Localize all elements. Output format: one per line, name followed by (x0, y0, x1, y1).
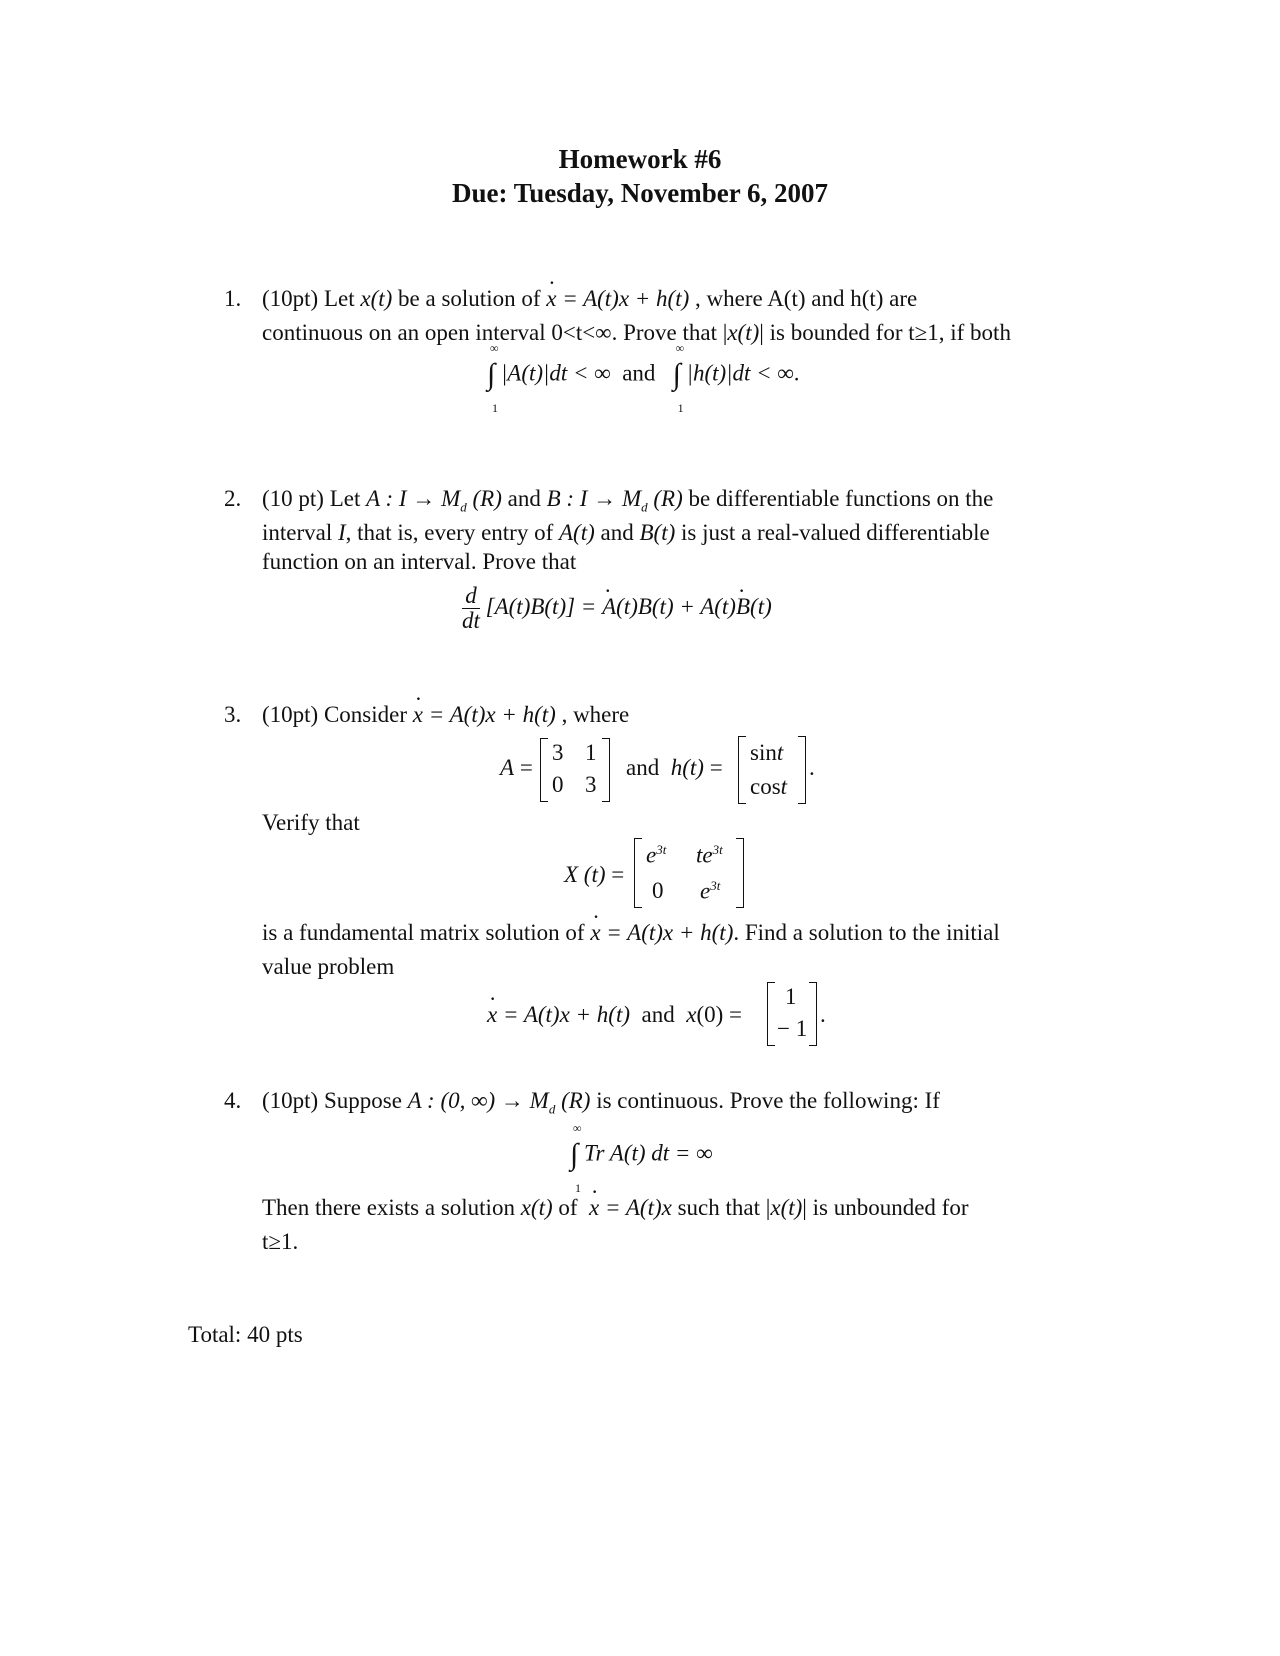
page-title: Homework #6 (558, 144, 722, 174)
problem-4-number: 4. (224, 1088, 242, 1113)
problem-2-number: 2. (224, 486, 242, 511)
problem-4-line-2: Then there exists a solution x(t) of · x = A(t)x such that |x(t)| is unbounded for (262, 1195, 969, 1221)
problem-1-line-1: (10pt) Let x(t) be a solution of · x = A(t)x + h(t) , where A(t) and h(t) are (262, 286, 917, 312)
problem-4-line-1: (10pt) Suppose A : (0, ∞) → $M_d$ (R) is continuous. Prove the following: If (262, 1088, 940, 1117)
problem-2-line-2: interval I, that is, every entry of A(t) and B(t) is just a real-valued differentiable (262, 520, 990, 545)
problem-2-line-3: function on an interval. Prove that (262, 549, 577, 574)
fundamental-matrix: $e^{3t}$ $te^{3t}$ 0 $e^{3t}$ (634, 838, 744, 908)
trace-integral: ∫ ∞ 1 Tr A(t) dt = ∞ (570, 1121, 713, 1195)
matrix-h-label: and h(t) = (626, 755, 723, 780)
verify-text: Verify that (262, 810, 360, 835)
problem-4-line-3: t≥1. (262, 1229, 299, 1254)
problem-3-line-3: is a fundamental matrix solution of · x = A(t)x + h(t). Find a solution to the initial (262, 920, 1000, 946)
homework-page: Homework #6 Due: Tuesday, November 6, 2007 1. (10pt) Let x(t) be a solution of · x = A(t)x + h(t) , where A(t) and h(t) are continuous on an open interval 0<t<∞. Prove that |x(t)| is bounded for t≥1, if both ∫ ∞ 1 |A(t)|dt < ∞ and ∫ ∞ 1 |h(t)|dt < ∞. 2. (10 pt) Let A : $I \to M_d$ (R) and B : $I \to M_d$ (R) be differentiable functions on the interval I, that is, every entry of A(t) and B(t) is just a real-valued differentiable function on an interval. Prove that $\frac{d}{dt}$ [A(t)B(t)] = · A(t)B(t) + A(t)· B(t) 3. (10pt) Consider · x = A(t)x + h(t) , where A = 3 1 0 3 and h(t) = sint cost . Verify that X (t) = $e^{3t}$ $te^{3t}$ 0 $e^{3t}$ is a fundamental matrix solution of · x = A(t)x + h(t). Find a solution to the initial value problem · x = A(t)x + h(t) and x(0) = 1 − 1 . 4. (10pt) Suppose A : (0, ∞) → $M_d$ (R) is continuous. Prove the following: If ∫ ∞ 1 Tr A(t) dt = ∞ Then there exists a solution x(t) of · x = A(t)x such that |x(t)| is unbounded for t≥1. Total: 40 pts (0, 0, 1280, 1656)
problem-1-number: 1. (224, 286, 242, 311)
initial-vector: 1 − 1 (767, 982, 817, 1046)
problem-2-product-rule: $\frac{d}{dt}$ [A(t)B(t)] = · A(t)B(t) + A(t)· B(t) (462, 584, 772, 633)
matrix-a-label: A = (500, 755, 533, 780)
matrix-a: 3 1 0 3 (540, 738, 610, 802)
matrix-x-label: X (t) = (564, 862, 625, 887)
problem-3-number: 3. (224, 702, 242, 727)
total-points: Total: 40 pts (188, 1322, 303, 1347)
due-date: Due: Tuesday, November 6, 2007 (451, 178, 829, 208)
ivp-equation: · x = A(t)x + h(t) and x(0) = (487, 1002, 742, 1028)
problem-1-line-2: continuous on an open interval 0<t<∞. Prove that |x(t)| is bounded for t≥1, if both (262, 320, 1011, 345)
problem-3-line-1: (10pt) Consider · x = A(t)x + h(t) , where (262, 702, 629, 728)
problem-2-line-1: (10 pt) Let A : $I \to M_d$ (R) and B : $I \to M_d$ (R) be differentiable functions on the (262, 486, 994, 515)
matrix-h: sint cost (738, 736, 806, 804)
problem-3-line-4: value problem (262, 954, 395, 979)
problem-1-integrals: ∫ ∞ 1 |A(t)|dt < ∞ and ∫ ∞ 1 |h(t)|dt < ∞. (487, 341, 800, 415)
